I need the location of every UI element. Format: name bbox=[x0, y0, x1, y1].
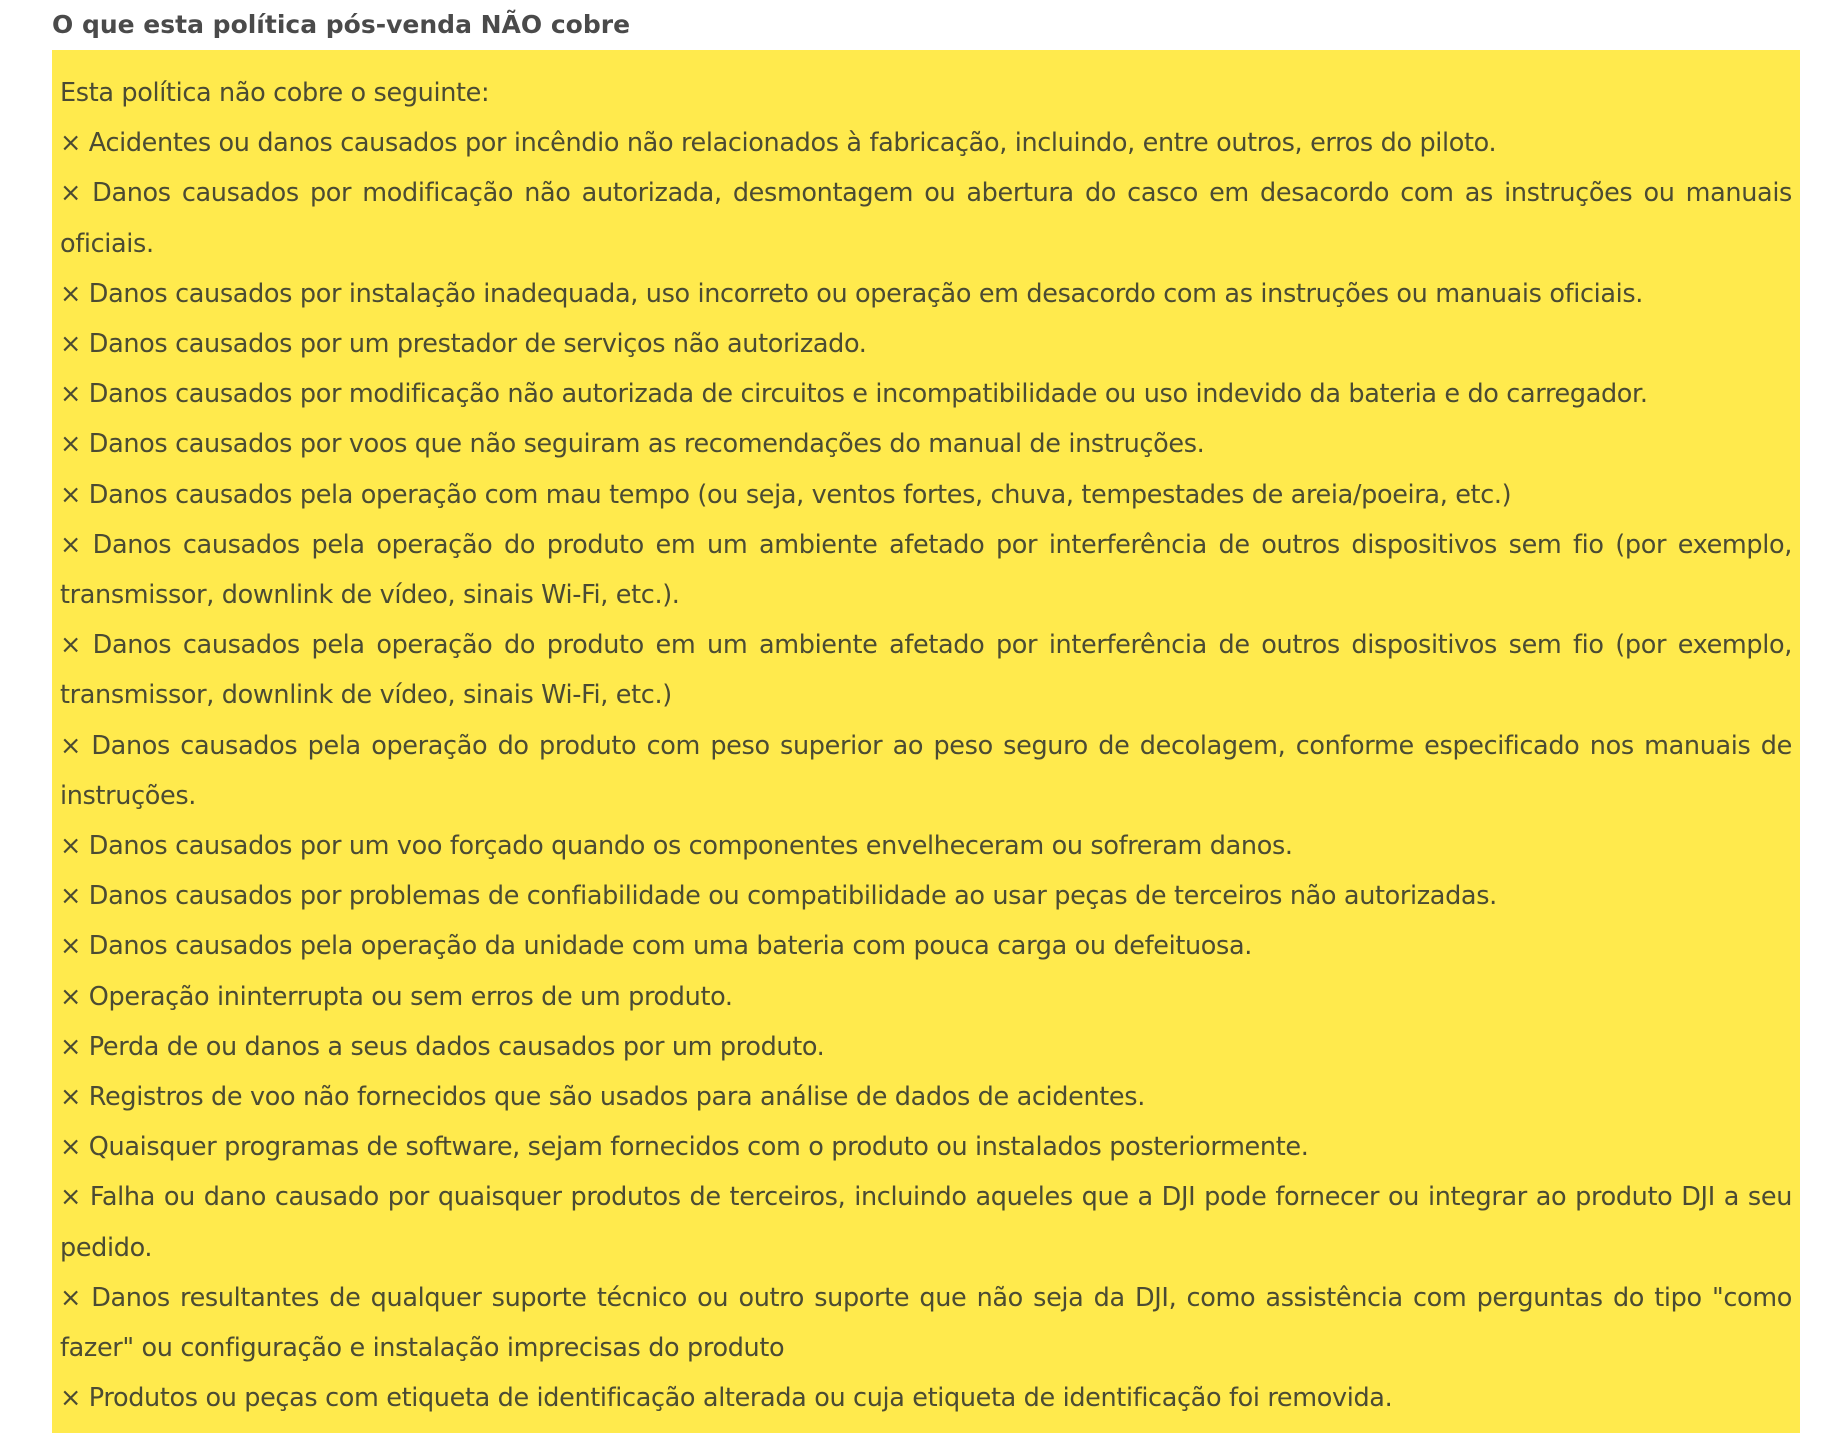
list-item-text: Quaisquer programas de software, sejam fornecidos com o produto ou instalados posteriormente. bbox=[88, 1132, 1309, 1163]
cross-icon: × bbox=[60, 831, 82, 862]
list-item bbox=[60, 118, 1792, 168]
exclusions-box bbox=[52, 50, 1800, 1433]
cross-icon: × bbox=[60, 881, 82, 912]
list-item-text: Danos causados por problemas de confiabilidade ou compatibilidade ao usar peças de terceiros não autorizadas. bbox=[88, 881, 1497, 912]
list-item bbox=[60, 972, 1792, 1022]
list-item bbox=[60, 721, 1792, 821]
list-item bbox=[60, 1172, 1792, 1272]
list-item bbox=[60, 419, 1792, 469]
list-item bbox=[60, 1122, 1792, 1172]
list-item-text: Danos causados por um prestador de serviços não autorizado. bbox=[88, 329, 867, 360]
list-item bbox=[60, 168, 1792, 268]
cross-icon: × bbox=[60, 429, 82, 460]
list-item-text: Perda de ou danos a seus dados causados por um produto. bbox=[88, 1031, 825, 1062]
list-item-text: Danos resultantes de qualquer suporte técnico ou outro suporte que não seja da DJI, como assistência com perguntas do tipo "como fazer" ou configuração e instalação imprecisas do produto bbox=[60, 1282, 1792, 1364]
list-item-text: Danos causados pela operação da unidade com uma bateria com pouca carga ou defeituosa. bbox=[88, 931, 1253, 962]
cross-icon: × bbox=[60, 630, 82, 661]
list-item bbox=[60, 620, 1792, 720]
list-item-text: Danos causados pela operação do produto em um ambiente afetado por interferência de outros dispositivos sem fio (por exemplo, transmissor, downlink de vídeo, sinais Wi-Fi, etc.). bbox=[60, 529, 1792, 611]
list-item bbox=[60, 319, 1792, 369]
cross-icon: × bbox=[60, 529, 82, 560]
list-item bbox=[60, 520, 1792, 620]
cross-icon: × bbox=[60, 1031, 82, 1062]
list-item bbox=[60, 369, 1792, 419]
list-item-text: Danos causados por modificação não autorizada de circuitos e incompatibilidade ou uso indevido da bateria e do carregador. bbox=[88, 379, 1648, 410]
list-item bbox=[60, 921, 1792, 971]
list-item bbox=[60, 871, 1792, 921]
list-item bbox=[60, 269, 1792, 319]
list-item-text: Danos causados pela operação com mau tempo (ou seja, ventos fortes, chuva, tempestades de areia/poeira, etc.) bbox=[88, 479, 1512, 510]
cross-icon: × bbox=[60, 379, 82, 410]
list-item bbox=[60, 1072, 1792, 1122]
list-item-text: Danos causados por voos que não seguiram as recomendações do manual de instruções. bbox=[88, 429, 1205, 460]
cross-icon: × bbox=[60, 730, 82, 761]
cross-icon: × bbox=[60, 178, 82, 209]
cross-icon: × bbox=[60, 931, 82, 962]
list-item-text: Produtos ou peças com etiqueta de identificação alterada ou cuja etiqueta de identificação foi removida. bbox=[88, 1383, 1393, 1414]
cross-icon: × bbox=[60, 128, 82, 159]
policy-section bbox=[52, 0, 1800, 1433]
cross-icon: × bbox=[60, 1082, 82, 1113]
list-item bbox=[60, 821, 1792, 871]
exclusions-intro: Esta política não cobre o seguinte: bbox=[60, 78, 490, 108]
cross-icon: × bbox=[60, 1182, 82, 1213]
exclusions-list bbox=[60, 118, 1792, 1423]
section-title: O que esta política pós-venda NÃO cobre bbox=[52, 10, 631, 39]
cross-icon: × bbox=[60, 981, 82, 1012]
list-item-text: Danos causados pela operação do produto com peso superior ao peso seguro de decolagem, conforme especificado nos manuais de instruções. bbox=[60, 730, 1792, 811]
list-item-text: Acidentes ou danos causados por incêndio não relacionados à fabricação, incluindo, entre outros, erros do piloto. bbox=[88, 128, 1497, 159]
list-item-text: Registros de voo não fornecidos que são usados para análise de dados de acidentes. bbox=[88, 1082, 1145, 1113]
list-item-text: Operação ininterrupta ou sem erros de um produto. bbox=[88, 981, 733, 1012]
list-item bbox=[60, 470, 1792, 520]
cross-icon: × bbox=[60, 1282, 82, 1313]
list-item-text: Falha ou dano causado por quaisquer produtos de terceiros, incluindo aqueles que a DJI pode fornecer ou integrar ao produto DJI a seu pedido. bbox=[60, 1182, 1793, 1263]
cross-icon: × bbox=[60, 1383, 82, 1414]
list-item-text: Danos causados por instalação inadequada, uso incorreto ou operação em desacordo com as instruções ou manuais oficiais. bbox=[88, 278, 1644, 309]
cross-icon: × bbox=[60, 329, 82, 360]
list-item bbox=[60, 1373, 1792, 1423]
list-item-text: Danos causados por um voo forçado quando os componentes envelheceram ou sofreram danos. bbox=[88, 831, 1293, 862]
list-item bbox=[60, 1022, 1792, 1072]
list-item bbox=[60, 1273, 1792, 1373]
cross-icon: × bbox=[60, 479, 82, 510]
cross-icon: × bbox=[60, 278, 82, 309]
list-item-text: Danos causados por modificação não autorizada, desmontagem ou abertura do casco em desacordo com as instruções ou manuais oficiais. bbox=[60, 178, 1792, 259]
cross-icon: × bbox=[60, 1132, 82, 1163]
list-item-text: Danos causados pela operação do produto em um ambiente afetado por interferência de outros dispositivos sem fio (por exemplo, transmissor, downlink de vídeo, sinais Wi-Fi, etc.) bbox=[60, 630, 1792, 711]
